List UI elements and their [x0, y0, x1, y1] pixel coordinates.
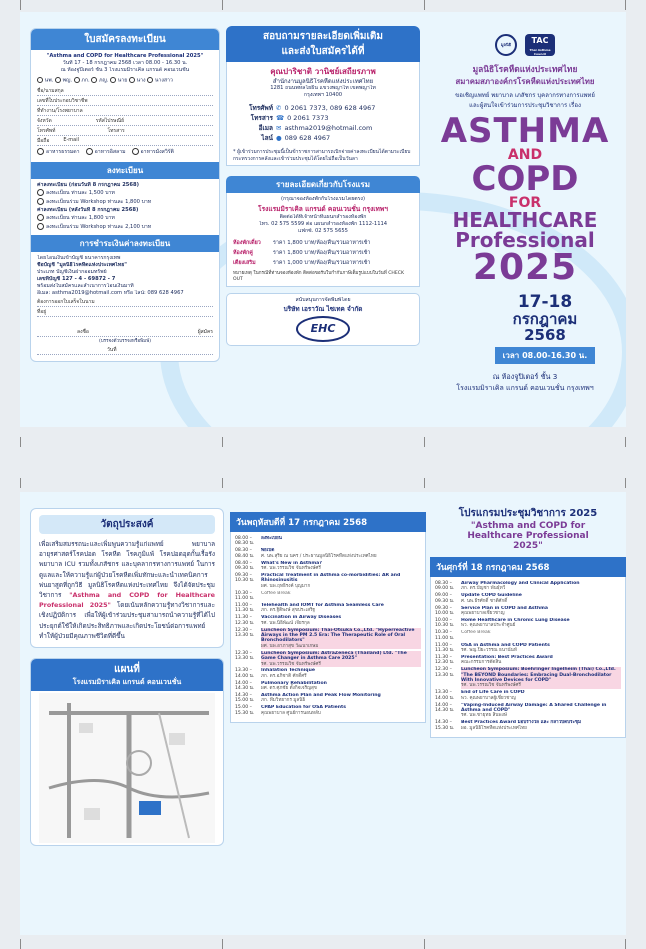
- schedule-topic: "Vaping-Induced Airway Damage: A Shared Challenge in Asthma and COPD": [461, 702, 607, 714]
- prefix-checkbox[interactable]: [74, 77, 80, 83]
- prefix-checkbox[interactable]: [91, 77, 97, 83]
- registration-event: "Asthma and COPD for Healthcare Professional 2025": [46, 53, 204, 59]
- signature-row[interactable]: ลงชื่อ ผู้สมัคร: [37, 328, 213, 337]
- registration-venue: ณ ห้องจูปิเตอร์ ชั้น 3 โรงแรมมิราเคิล แกรนด์ คอนเวนชั่น: [60, 67, 190, 73]
- schedule-row: [235, 681, 421, 692]
- schedule-speaker: ผอ. มูลนิธิโรคหืดแห่งประเทศไทย: [461, 725, 527, 731]
- email-field[interactable]: E-mail: [63, 136, 80, 143]
- schedule-row: [235, 628, 421, 650]
- schedule-row: [235, 591, 421, 602]
- schedule-time: 08.40 – 09.30 น.: [235, 560, 255, 572]
- schedule-row: [435, 643, 621, 654]
- contact-heading: [226, 26, 420, 62]
- schedule-row: [235, 561, 421, 572]
- schedule-speaker: ภก. ดร.บัญชา พันธุ์ทวี: [461, 586, 506, 592]
- hotel-name: โรงแรมมิราเคิล แกรนด์ คอนเวนชั่น กรุงเทพฯ: [258, 205, 388, 214]
- food-options: อาหารธรรมดา อาหารอิสลาม อาหารมังสวิรัติ: [37, 148, 213, 156]
- payment-line: โดยโอนเงินเข้าบัญชี ธนาคารกรุงเทพ: [37, 254, 121, 261]
- schedule-topic: Coffee Break: [261, 590, 291, 596]
- trim-mark: [424, 939, 425, 949]
- hotel-marker: [139, 801, 161, 815]
- fax-icon: ☎: [276, 114, 285, 122]
- fee-early-option: ลงทะเบียนร่วม Workshop ท่านละ 1,800 บาท: [37, 198, 213, 207]
- schedule-time: 10.00 – 10.30 น.: [435, 617, 455, 629]
- schedule-time: 09.00 – 09.30 น.: [435, 593, 455, 604]
- schedule-speaker: ศ. นพ.ธีรศักดิ์ ชาดีศักดิ์: [461, 598, 508, 604]
- fee-early-heading: ค่าลงทะเบียน (ก่อนวันที่ 8 กรกฎาคม 2568): [37, 181, 139, 188]
- map-title: แผนที่: [114, 664, 140, 676]
- schedule-topic: End of Life Care in COPD: [461, 690, 525, 696]
- prefix-checkbox[interactable]: [55, 77, 61, 83]
- schedule-row: [435, 667, 621, 689]
- trim-mark: [424, 437, 425, 447]
- schedule-row: [235, 668, 421, 679]
- schedule-speaker: คุณพยาบาล ศูนย์การนอนหลับ: [261, 710, 321, 716]
- tac-logo: TAC Thai Asthma Council: [525, 34, 555, 56]
- schedule-speaker: คุณพยาบาลเชี่ยวชาญ: [461, 611, 505, 617]
- schedule-time: 08.30 – 09.00 น.: [435, 581, 455, 592]
- day2-column: [430, 492, 626, 935]
- prefix-checkbox[interactable]: [147, 77, 153, 83]
- schedule-speaker: รศ. นพ.วรรณวิช จันทร์พงษ์ศรี: [261, 566, 321, 572]
- room-row: เตียงเสริม ราคา 1,000 บาท/ห้อง/คืน/รวมอาหารเช้า: [233, 260, 371, 267]
- trim-mark: [20, 437, 21, 447]
- schedule-speaker: รศ. พญ.ปิยะวรรณ ธนานันท์: [461, 647, 517, 653]
- schedule-time: 08.00 – 08.30 น.: [235, 536, 255, 547]
- program-heading: [430, 506, 626, 551]
- program-title: 2025": [513, 541, 543, 551]
- objective-column: [30, 492, 224, 935]
- fee-early-option: ลงทะเบียน ท่านละ 1,500 บาท: [37, 189, 213, 198]
- line-icon: ●: [276, 134, 282, 142]
- title-professional: Professional: [455, 228, 595, 252]
- schedule-time: 09.30 – 10.00 น.: [435, 605, 455, 617]
- hotel-tel: โทร. 02 575 5599 ต่อ แผนกสำรองห้องพัก 1112-1114: [258, 221, 388, 228]
- hotel-title: รายละเอียดเกี่ยวกับโรงแรม: [226, 176, 420, 193]
- schedule-row: [235, 615, 421, 626]
- cover-venue: โรงแรมมิราเคิล แกรนด์ คอนเวนชั่น กรุงเทพฯ: [456, 384, 594, 393]
- receipt-address-field[interactable]: ที่อยู่: [37, 308, 213, 317]
- trim-mark: [20, 0, 21, 10]
- schedule-topic: Luncheon Symposium: AstraZeneca (Thailand) Ltd. "The Game Changer in Asthma Care 2025": [261, 650, 407, 662]
- zipcode-field[interactable]: รหัสไปรษณีย์: [95, 117, 125, 124]
- name-field[interactable]: ชื่อ/นามสกุล: [37, 87, 213, 96]
- province-field[interactable]: จังหวัด: [37, 117, 52, 124]
- schedule-row: [435, 720, 621, 731]
- schedule-speaker: ภก. ดร.อภิชาติ ศักดิ์ศรี: [261, 673, 307, 679]
- contact-row: โทรสาร ☎ 0 2061 7373: [250, 114, 329, 122]
- sponsor-logo: EHC: [296, 316, 350, 342]
- schedule-speaker: ผศ. นพ.ฤทธิรงค์ บุญมาก: [261, 583, 311, 589]
- title-and: AND: [507, 147, 543, 163]
- schedule-topic: Luncheon Symposium: Boehringer Ingelheim (Thai) Co.,Ltd. "The BEYOND Boundaries: Embracing Dual-Bronchodilator With Innovative Devices for COPD": [461, 667, 616, 683]
- food-radio[interactable]: [37, 148, 44, 155]
- contact-box: [226, 62, 420, 166]
- trim-mark: [222, 939, 223, 949]
- contact-title-2: และส่งใบสมัครได้ที่: [281, 46, 365, 57]
- schedule-speaker: ผศ. นพ.อาภาสุข วัฒนาเกษม: [261, 643, 319, 649]
- registration-title: ใบสมัครลงทะเบียน: [31, 29, 219, 50]
- schedule-time: 13.30 – 14.00 น.: [435, 690, 455, 701]
- trim-mark: [424, 0, 425, 10]
- hotel-fax: แฟกซ์. 02 575 5655: [298, 228, 348, 235]
- day2-schedule: [430, 577, 626, 738]
- phone-field[interactable]: โทรศัพท์: [37, 127, 56, 134]
- schedule-time: 10.30 – 11.00 น.: [235, 590, 255, 602]
- schedule-row: [235, 651, 421, 667]
- title-year: 2025: [472, 247, 578, 288]
- program-title: โปรแกรมประชุมวิชาการ 2025: [458, 508, 598, 519]
- schedule-time: 10.30 – 11.00 น.: [435, 630, 455, 641]
- hotel-box: [226, 193, 420, 287]
- food-radio[interactable]: [132, 148, 139, 155]
- fee-radio[interactable]: [37, 223, 44, 230]
- schedule-row: [435, 593, 621, 604]
- prefix-options: นพ. พญ. ภก. ภญ. นาย นาง นางสาว: [37, 77, 213, 85]
- objective-text: เพื่อเสริมสมรรถนะและเพิ่มพูนความรู้แก่แพทย์ พยาบาล อายุรศาสตร์โรคปอด โรคหืด โรคภูมิแพ้ โรคปอดอุดกั้นเรื้อรัง พยาบาล ICU รวมทั้งเภสัชกร และบุคลากรทางการแพทย์ ในการดูแลและให้ความรู้แก่ผู้ป่วยโรคหืดเพิ่มทักษะและนำเทคนิคการพ่นยาสูดที่ถูกวิธี มูลนิธิโรคหืดแห่งประเทศไทย จึงได้จัดประชุมวิชาการ "Asthma and COPD for Healthcare Professional 2025" โดยเน้นหลักความรู้ทางวิชาการและเชิงปฏิบัติการ เพื่อให้ผู้เข้าร่วมประชุมสามารถนำความรู้ที่ได้ไปประยุกต์ใช้ให้เกิดประสิทธิภาพและเกิดประโยชน์ต่อการแพทย์ ทำให้ผู้ป่วยมีคุณภาพชีวิตที่ดีขึ้น: [39, 540, 215, 640]
- schedule-topic: Pulmonary Rehabilitation: [261, 680, 327, 686]
- contact-addr: 1281 ถนนพหลโยธิน แขวงพญาไท เขตพญาไท: [270, 85, 376, 91]
- cover-org-2: สมาคมสภาองค์กรโรคหืดแห่งประเทศไทย: [455, 77, 595, 86]
- title-copd: COPD: [471, 159, 579, 199]
- schedule-topic: Luncheon Symposium: Thai-Otsuka Co.,Ltd. "Hyperreactive Airways in the PM 2.5 Era: The Therapeutic Role of Oral Bronchodilators": [261, 627, 415, 644]
- schedule-row: [235, 693, 421, 704]
- food-radio[interactable]: [86, 148, 93, 155]
- receipt-name-field[interactable]: ต้องการออกใบเสร็จในนาม: [37, 298, 213, 307]
- brochure-outer-side: [20, 12, 626, 427]
- room-row: ห้องพักเดี่ยว ราคา 1,800 บาท/ห้อง/คืน/รวมอาหารเช้า: [233, 240, 371, 247]
- schedule-topic: CPAP Education for OSA Patients: [261, 705, 346, 711]
- schedule-speaker: ผศ. ดร.ศุภชัย ตั้งกิจเจริญสุข: [261, 686, 317, 692]
- cover-time: เวลา 08.00-16.30 น.: [495, 347, 596, 364]
- schedule-speaker: รศ. นพ.วรรณวิช จันทร์พงษ์ศรี: [261, 661, 321, 667]
- schedule-time: 13.30 – 14.00 น.: [235, 668, 255, 679]
- contact-note: * ผู้เข้าร่วมการประชุมนี้เป็นข้าราชการสามารถเบิกจ่ายค่าลงทะเบียนได้ตามระเบียบกระทรวงการคลังและเข้าร่วมประชุมได้โดยไม่ถือเป็นวันลา: [233, 149, 411, 162]
- schedule-row: [435, 630, 621, 641]
- registration-date: วันที่ 17 - 18 กรกฎาคม 2568 เวลา 08.00 - 16.30 น.: [62, 60, 188, 66]
- fee-radio[interactable]: [37, 198, 44, 205]
- trim-mark: [424, 478, 425, 488]
- trim-mark: [222, 0, 223, 10]
- schedule-topic: พิธีเปิด: [261, 548, 275, 554]
- schedule-row: [235, 548, 421, 559]
- schedule-time: 14.30 – 15.00 น.: [235, 693, 255, 704]
- schedule-speaker: คณะกรรมการตัดสิน: [461, 660, 502, 666]
- schedule-topic: Update COPD Guideline: [461, 593, 522, 599]
- schedule-speaker: ภก. ทีมวิทยากร มูลนิธิ: [261, 698, 306, 704]
- sponsor-company: บริษัท เอราวัณ ไซเทค จำกัด: [283, 305, 363, 314]
- mail-icon: ✉: [276, 124, 282, 132]
- contact-row: ไลน์ ● 089 628 4967: [261, 134, 331, 142]
- program-title: Healthcare Professional: [467, 531, 589, 541]
- trim-mark: [625, 0, 626, 10]
- date-year: 2568: [524, 325, 566, 344]
- day1-title: วันพฤหัสบดีที่ 17 กรกฎาคม 2568: [230, 512, 426, 532]
- cover-venue: ณ ห้องจูปิเตอร์ ชั้น 3: [492, 372, 558, 382]
- schedule-topic: OSA in Asthma and COPD Patients: [461, 642, 550, 648]
- prefix-checkbox[interactable]: [129, 77, 135, 83]
- contact-row: โทรศัพท์ ✆ 0 2061 7373, 089 628 4967: [249, 104, 376, 112]
- schedule-time: 11.00 – 11.30 น.: [235, 602, 255, 614]
- cover-date: [424, 294, 626, 343]
- workplace-field[interactable]: ที่ทำงาน/โรงพยาบาล: [37, 107, 213, 116]
- schedule-row: [235, 705, 421, 716]
- hotel-remark: หมายเหตุ ในกรณีที่ท่านจองห้องพัก ติดต่อขอรับใบกำกับภาษีเต็มรูปแบบในวันที่ CHECK OUT: [233, 271, 405, 283]
- trim-mark: [625, 437, 626, 447]
- cover-invite: และผู้สนใจเข้าร่วมการประชุมวิชาการ เรื่อง: [469, 102, 581, 109]
- schedule-speaker: ศ. นพ.สุริย ณ นคร / ประธานมูลนิธิโรคหืดแห่งประเทศไทย: [261, 553, 377, 559]
- trim-mark: [625, 478, 626, 488]
- schedule-speaker: รศ. นพ.วรรณวิช จันทร์พงษ์ศรี: [461, 683, 521, 689]
- date-days: 17-18: [517, 292, 573, 312]
- schedule-time: 11.00 – 11.30 น.: [435, 642, 455, 653]
- schedule-time: 12.30 – 13.30 น.: [235, 627, 255, 638]
- schedule-time: 14.00 – 14.30 น.: [235, 680, 255, 692]
- prefix-checkbox[interactable]: [110, 77, 116, 83]
- schedule-speaker: ภก. ดร.ฐิติพงษ์ สุขประเสริฐ: [261, 608, 316, 614]
- cover-invite: ขอเชิญแพทย์ พยาบาล เภสัชกร บุคลากรทางการแพทย์: [455, 92, 595, 99]
- schedule-topic: Airway Pharmacology and Clinical Application: [461, 581, 580, 586]
- hotel-contact: ติดต่อได้ที่เจ้าหน้าที่แผนกสำรองห้องพัก: [279, 214, 367, 221]
- schedule-topic: Vaccination in Airway Diseases: [261, 615, 342, 621]
- schedule-row: [235, 603, 421, 614]
- schedule-row: [235, 536, 421, 547]
- objective-title: วัตถุประสงค์: [39, 515, 215, 534]
- schedule-topic: Service Plan in COPD and Asthma: [461, 605, 549, 611]
- schedule-time: 11.30 – 12.30 น.: [235, 615, 255, 626]
- schedule-row: [435, 581, 621, 592]
- schedule-speaker: พว. คุณพยาบาลประจำศูนย์: [461, 623, 516, 629]
- payment-title: การชำระเงินค่าลงทะเบียน: [31, 235, 219, 252]
- schedule-time: 08.30 – 08.40 น.: [235, 548, 255, 559]
- day2-title: วันศุกร์ที่ 18 กรกฎาคม 2568: [430, 557, 626, 577]
- sponsor-box: [226, 293, 420, 346]
- trim-mark: [222, 478, 223, 488]
- schedule-row: [435, 690, 621, 701]
- contact-title-1: สอบถามรายละเอียดเพิ่มเติม: [263, 31, 383, 42]
- brochure-inner-side: [20, 492, 626, 935]
- schedule-topic: Inhalation Technique: [261, 668, 315, 674]
- room-row: ห้องพักคู่ ราคา 1,800 บาท/ห้อง/คืน/รวมอาหารเช้า: [233, 250, 371, 257]
- schedule-time: 14.30 – 15.30 น.: [435, 720, 455, 731]
- trim-mark: [222, 437, 223, 447]
- payment-line: อีเมล: asthma2019@hotmail.com หรือ ไลน์: 089 628 4967: [37, 289, 184, 296]
- fee-late-option: ลงทะเบียนร่วม Workshop ท่านละ 2,100 บาท: [37, 223, 213, 232]
- hotel-sub: (กรุณาจองห้องพักกับโรงแรมโดยตรง): [281, 196, 365, 203]
- map-subtitle: โรงแรมมิราเคิล แกรนด์ คอนเวนชั่น: [72, 678, 182, 687]
- phone-row: [37, 127, 213, 136]
- map-box: [30, 658, 224, 846]
- day1-schedule: [230, 532, 426, 723]
- foundation-logo: มูลนิธิ: [495, 34, 517, 56]
- contact-row: อีเมล ✉ asthma2019@hotmail.com: [258, 124, 373, 132]
- cover-column: [424, 12, 626, 427]
- schedule-row: [435, 703, 621, 719]
- fee-title: ลงทะเบียน: [31, 162, 219, 179]
- payment-line: พร้อมส่งใบสมัครและสำเนาการโอนเงินมาที่: [37, 282, 134, 289]
- schedule-topic: Telehealth and IOMT for Asthma Seamless Care: [261, 602, 384, 608]
- fee-late-heading: ค่าลงทะเบียน (หลังวันที่ 8 กรกฎาคม 2568): [37, 206, 139, 213]
- schedule-time: 09.30 – 10.30 น.: [235, 572, 255, 584]
- province-row: [37, 117, 213, 126]
- schedule-time: 11.30 – 12.30 น.: [435, 654, 455, 666]
- registration-column: [30, 12, 220, 427]
- trim-mark: [625, 939, 626, 949]
- trim-mark: [20, 478, 21, 488]
- title-for: FOR: [508, 195, 542, 211]
- objective-box: [30, 508, 224, 648]
- fee-radio[interactable]: [37, 189, 44, 196]
- map-drawing: [39, 693, 215, 843]
- title-asthma: ASTHMA: [440, 111, 610, 151]
- schedule-topic: What's New in Asthma?: [261, 560, 322, 566]
- date-field[interactable]: วันที่: [37, 346, 213, 355]
- phone-icon: ✆: [276, 104, 282, 112]
- schedule-row: [235, 573, 421, 589]
- fee-radio[interactable]: [37, 214, 44, 221]
- fee-late-option: ลงทะเบียน ท่านละ 1,800 บาท: [37, 214, 213, 223]
- schedule-row: [435, 618, 621, 629]
- date-month: กรกฎาคม: [512, 309, 578, 328]
- schedule-time: 12.30 – 13.30 น.: [435, 667, 455, 678]
- prefix-checkbox[interactable]: [37, 77, 43, 83]
- payment-line: ประเภท บัญชีเงินฝากออมทรัพย์: [37, 268, 107, 275]
- title-healthcare: HEALTHCARE: [452, 208, 598, 232]
- license-field[interactable]: เลขที่ใบประกอบวิชาชีพ: [37, 97, 213, 106]
- trim-mark: [20, 939, 21, 949]
- schedule-row: [435, 606, 621, 617]
- cover-org-1: มูลนิธิโรคหืดแห่งประเทศไทย: [472, 64, 578, 74]
- schedule-speaker: พว. คุณพยาบาลผู้เชี่ยวชาญ: [461, 695, 516, 701]
- schedule-topic: ลงทะเบียน: [261, 536, 282, 541]
- signature-note: (บรรจงตัวบรรจงหรือพิมพ์): [98, 338, 152, 344]
- program-title: "Asthma and COPD for: [470, 521, 586, 531]
- schedule-row: [435, 655, 621, 666]
- map-header: [31, 659, 223, 691]
- contact-org: สำนักงานมูลนิธิโรคหืดแห่งประเทศไทย: [272, 78, 374, 85]
- mobile-field[interactable]: มือถือ: [37, 137, 50, 144]
- schedule-speaker: รศ. นพ.นิธิพัฒน์ เจียรกุล: [261, 620, 310, 626]
- schedule-topic: Best Practices Award มอบรางวัล และ กล่าวปิดประชุม: [461, 720, 582, 726]
- schedule-speaker: รศ. นพ.ชายุทธ สินพงษ์: [461, 713, 507, 719]
- schedule-time: 12.30 – 13.30 น.: [235, 650, 255, 662]
- mobile-row: [37, 137, 213, 146]
- schedule-topic: Asthma Action Plan and Peak Flow Monitoring: [261, 693, 381, 699]
- sponsor-label: สนับสนุนการจัดพิมพ์โดย: [295, 297, 351, 304]
- schedule-topic: Presentation: Best Practices Award: [461, 654, 553, 660]
- contact-column: [226, 12, 420, 427]
- schedule-topic: Home Healthcare in Chronic Lung Disease: [461, 617, 570, 623]
- schedule-topic: Practical Treatment in Asthma co-morbidities: AR and Rhinosinusitis: [261, 572, 401, 584]
- registration-form: [30, 28, 220, 362]
- day1-column: [230, 492, 426, 935]
- schedule-time: 15.00 – 15.30 น.: [235, 705, 255, 716]
- fax-field[interactable]: โทรสาร: [107, 127, 125, 134]
- contact-person: คุณปาริชาติ วานิชย์เสถียรภาพ: [270, 67, 376, 76]
- cover-logos: [424, 34, 626, 56]
- contact-addr: กรุงเทพฯ 10400: [303, 92, 343, 98]
- payment-line: ชื่อบัญชี "มูลนิธิโรคหืดแห่งประเทศไทย": [37, 261, 127, 268]
- payment-line: เลขที่บัญชี 127 - 4 - 69872 - 7: [37, 275, 116, 282]
- schedule-time: 14.00 – 14.30 น.: [435, 702, 455, 714]
- cover-title: [424, 111, 626, 288]
- schedule-topic: Coffee Break: [461, 630, 491, 636]
